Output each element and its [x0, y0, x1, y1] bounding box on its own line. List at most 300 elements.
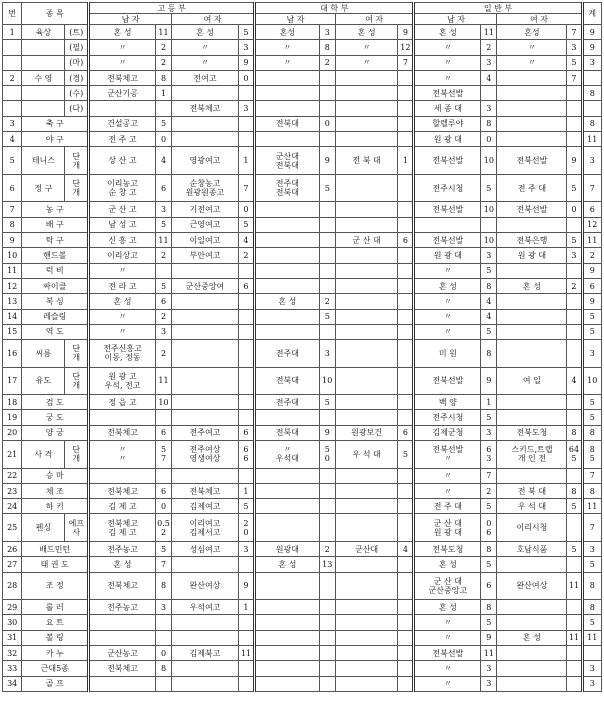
hs-male-count: 2 — [155, 309, 171, 324]
row-number: 27 — [3, 557, 22, 572]
row-number: 32 — [3, 646, 22, 661]
hs-female-count — [238, 468, 254, 483]
hs-male-team: 전북체고 — [89, 425, 156, 440]
table-row — [3, 101, 602, 116]
gen-female-team: 우 석 대 — [497, 499, 567, 514]
hs-female-count — [238, 86, 254, 101]
gen-male-count: 3 — [481, 101, 497, 116]
hs-female-count: 2 — [238, 248, 254, 263]
univ-male-team — [255, 410, 320, 425]
hs-female-count — [238, 410, 254, 425]
row-total: 5 — [582, 615, 601, 630]
row-total — [582, 646, 601, 661]
row-total: 9 — [582, 25, 601, 40]
univ-male-team — [255, 263, 320, 278]
hs-male-team: 군산농고 — [89, 646, 156, 661]
row-number: 23 — [3, 483, 22, 498]
univ-male-count: 5 — [319, 395, 335, 410]
hs-female-team — [172, 294, 239, 309]
table-row — [3, 499, 602, 514]
gen-male-team: 혼 성 — [414, 600, 481, 615]
univ-male-count — [319, 248, 335, 263]
univ-female-team — [335, 86, 397, 101]
univ-female-team: 혼 성 — [335, 25, 397, 40]
table-row — [3, 410, 602, 425]
row-number: 1 — [3, 25, 22, 40]
gen-male-team: 전주시청 — [414, 410, 481, 425]
row-total — [582, 70, 601, 85]
hs-female-count: 3 — [238, 542, 254, 557]
gen-male-team: 〃 — [414, 661, 481, 676]
gen-female-count — [567, 557, 582, 572]
event-name: 배드민턴 — [22, 542, 89, 557]
gen-male-count: 10 — [481, 202, 497, 217]
hs-male-team: 전북체고 — [89, 483, 156, 498]
table-row — [3, 367, 602, 395]
gen-male-count: 5 — [481, 410, 497, 425]
univ-female-team — [335, 309, 397, 324]
table-row — [3, 483, 602, 498]
hs-female-team — [172, 557, 239, 572]
row-total: 5 — [582, 324, 601, 339]
gen-female-count — [567, 101, 582, 116]
hs-male-count: 5 7 — [155, 441, 171, 469]
univ-female-team — [335, 557, 397, 572]
row-total: 11 — [582, 132, 601, 147]
univ-female-count — [398, 676, 414, 691]
univ-female-count — [398, 248, 414, 263]
univ-female-count: 12 — [398, 40, 414, 55]
row-total: 11 — [582, 499, 601, 514]
row-number: 30 — [3, 615, 22, 630]
univ-female-count — [398, 132, 414, 147]
univ-female-team — [335, 630, 397, 645]
univ-male-count — [319, 483, 335, 498]
hs-male-team: 전 라 고 — [89, 278, 156, 293]
event-subtype: 단 개 — [65, 174, 89, 202]
hs-female-team: 전주여상 영생여상 — [172, 441, 239, 469]
gen-female-team — [497, 217, 567, 232]
univ-female-team — [335, 217, 397, 232]
univ-male-count: 0 — [319, 116, 335, 131]
univ-male-count — [319, 233, 335, 248]
gen-female-team: 혼성 — [497, 25, 567, 40]
univ-male-team — [255, 661, 320, 676]
gen-male-count: 2 — [481, 483, 497, 498]
gen-male-count: 5 — [481, 615, 497, 630]
gen-female-count — [567, 309, 582, 324]
gen-male-team: 전북선발 — [414, 147, 481, 175]
table-row — [3, 615, 602, 630]
univ-female-count — [398, 294, 414, 309]
row-number: 28 — [3, 572, 22, 600]
gen-female-count — [567, 217, 582, 232]
gen-female-team — [497, 340, 567, 368]
row-total: 3 — [582, 661, 601, 676]
row-total: 8 5 — [582, 441, 601, 469]
univ-male-count — [319, 202, 335, 217]
hs-male-count: 2 — [155, 40, 171, 55]
gen-female-count: 5 — [567, 55, 582, 70]
row-total: 8 — [582, 483, 601, 498]
event-subtype: (수) — [65, 86, 89, 101]
univ-male-count: 13 — [319, 557, 335, 572]
row-number: 17 — [3, 367, 22, 395]
gen-female-count: 9 — [567, 147, 582, 175]
univ-female-count — [398, 174, 414, 202]
univ-male-team — [255, 217, 320, 232]
univ-male-count — [319, 499, 335, 514]
hs-male-team: 〃 — [89, 55, 156, 70]
gen-male-count: 3 — [481, 55, 497, 70]
gen-male-count: 5 — [481, 174, 497, 202]
univ-female-team — [335, 661, 397, 676]
hs-male-count: 5 — [155, 542, 171, 557]
gen-female-team — [497, 615, 567, 630]
table-row — [3, 294, 602, 309]
univ-male-team: 원광대 — [255, 542, 320, 557]
hs-female-team: 순창농고 원광원종고 — [172, 174, 239, 202]
univ-female-count — [398, 202, 414, 217]
event-name — [22, 101, 65, 116]
hs-male-team: 전 주 고 — [89, 132, 156, 147]
hs-male-team: 〃 — [89, 324, 156, 339]
gen-male-count: 8 — [481, 542, 497, 557]
hs-male-count: 5 — [155, 278, 171, 293]
hs-female-count: 0 — [238, 70, 254, 85]
univ-male-team — [255, 86, 320, 101]
gen-male-count: 10 — [481, 233, 497, 248]
hs-female-team — [172, 661, 239, 676]
table-row — [3, 468, 602, 483]
hs-male-team: 전북체고 — [89, 572, 156, 600]
event-subtype: (마) — [65, 55, 89, 70]
univ-male-team — [255, 202, 320, 217]
gen-male-count: 11 — [481, 646, 497, 661]
univ-female-team — [335, 600, 397, 615]
row-number: 26 — [3, 542, 22, 557]
event-name: 역 도 — [22, 324, 89, 339]
gen-female-count: 5 — [567, 542, 582, 557]
univ-female-count — [398, 468, 414, 483]
hs-male-team: 신 흥 고 — [89, 233, 156, 248]
table-row — [3, 147, 602, 175]
row-number — [3, 55, 22, 70]
gen-female-count: 8 — [567, 483, 582, 498]
header-hs-female: 여 자 — [172, 14, 255, 25]
row-number: 16 — [3, 340, 22, 368]
univ-female-count: 4 — [398, 542, 414, 557]
gen-male-count: 8 — [481, 278, 497, 293]
univ-male-count — [319, 278, 335, 293]
gen-male-team: 혼 성 — [414, 557, 481, 572]
table-row — [3, 441, 602, 469]
hs-male-team: 전북체고 김 제 고 — [89, 514, 156, 542]
row-number: 5 — [3, 147, 22, 175]
gen-female-team — [497, 101, 567, 116]
event-name: 육상 — [22, 25, 65, 40]
hs-female-count: 1 — [238, 147, 254, 175]
univ-female-team — [335, 367, 397, 395]
gen-female-count — [567, 514, 582, 542]
hs-female-count: 3 — [238, 40, 254, 55]
hs-female-count: 9 — [238, 572, 254, 600]
gen-male-team: 미 원 — [414, 340, 481, 368]
univ-male-count — [319, 101, 335, 116]
event-subtype: 단 개 — [65, 147, 89, 175]
hs-male-count: 3 — [155, 600, 171, 615]
hs-male-count — [155, 263, 171, 278]
gen-male-team: 〃 — [414, 40, 481, 55]
results-body — [3, 25, 602, 692]
hs-male-team — [89, 676, 156, 691]
header-g-female: 여 자 — [497, 14, 582, 25]
gen-male-team: 전북선발 — [414, 202, 481, 217]
hs-male-count: 6 — [155, 174, 171, 202]
event-name: 궁 도 — [22, 410, 89, 425]
gen-male-count: 9 — [481, 630, 497, 645]
univ-female-team — [335, 395, 397, 410]
gen-female-team — [497, 676, 567, 691]
univ-male-count: 9 — [319, 425, 335, 440]
gen-female-count: 11 — [567, 630, 582, 645]
univ-male-team: 혼 성 — [255, 294, 320, 309]
row-number: 33 — [3, 661, 22, 676]
event-name: 럭 비 — [22, 263, 89, 278]
univ-male-team — [255, 615, 320, 630]
row-number — [3, 86, 22, 101]
row-total: 7 — [582, 514, 601, 542]
hs-male-count: 3 — [155, 324, 171, 339]
gen-male-team: 전북선발 — [414, 367, 481, 395]
gen-female-count: 5 — [567, 499, 582, 514]
univ-male-team: 혼성 — [255, 25, 320, 40]
gen-male-count: 6 3 — [481, 441, 497, 469]
gen-male-count — [481, 86, 497, 101]
row-total: 11 — [582, 630, 601, 645]
gen-female-count: 5 — [567, 174, 582, 202]
hs-female-team — [172, 324, 239, 339]
hs-female-team — [172, 468, 239, 483]
hs-male-count: 8 — [155, 572, 171, 600]
univ-female-team — [335, 174, 397, 202]
gen-male-team: 원 광 대 — [414, 248, 481, 263]
event-subtype: 단 개 — [65, 441, 89, 469]
row-number: 6 — [3, 174, 22, 202]
hs-female-team — [172, 86, 239, 101]
univ-female-team — [335, 572, 397, 600]
univ-male-count — [319, 514, 335, 542]
univ-female-team — [335, 615, 397, 630]
hs-male-count: 2 — [155, 55, 171, 70]
univ-male-team — [255, 70, 320, 85]
hs-male-team: 전주농고 — [89, 542, 156, 557]
hs-female-team: 성심여고 — [172, 542, 239, 557]
univ-female-team — [335, 202, 397, 217]
univ-female-count: 6 — [398, 425, 414, 440]
row-number — [3, 101, 22, 116]
gen-female-team: 〃 — [497, 55, 567, 70]
event-name: 수 영 — [22, 70, 65, 85]
gen-male-team: 〃 — [414, 324, 481, 339]
gen-female-count: 0 — [567, 202, 582, 217]
event-name: 핸드볼 — [22, 248, 89, 263]
hs-male-count: 2 — [155, 340, 171, 368]
gen-male-count: 0 — [481, 132, 497, 147]
row-total: 3 — [582, 147, 601, 175]
hs-male-count: 11 — [155, 367, 171, 395]
univ-male-team — [255, 483, 320, 498]
univ-male-count — [319, 217, 335, 232]
table-row — [3, 646, 602, 661]
header-u-female: 여 자 — [335, 14, 414, 25]
gen-female-team — [497, 294, 567, 309]
event-subtype: (다) — [65, 101, 89, 116]
gen-male-count: 8 — [481, 340, 497, 368]
event-name: 유도 — [22, 367, 65, 395]
univ-male-team: 전북대 — [255, 116, 320, 131]
hs-female-team — [172, 367, 239, 395]
hs-male-team: 이리농고 순 창 고 — [89, 174, 156, 202]
univ-female-team — [335, 410, 397, 425]
hs-female-count — [238, 309, 254, 324]
univ-male-count — [319, 630, 335, 645]
univ-female-count — [398, 483, 414, 498]
table-row — [3, 132, 602, 147]
univ-female-team: 전 북 대 — [335, 147, 397, 175]
gen-male-count: 3 — [481, 676, 497, 691]
row-total: 6 — [582, 278, 601, 293]
univ-male-count — [319, 324, 335, 339]
gen-male-team: 전북도청 — [414, 542, 481, 557]
gen-male-team: 〃 — [414, 676, 481, 691]
gen-male-count: 3 — [481, 661, 497, 676]
univ-male-count: 2 — [319, 542, 335, 557]
gen-female-count: 7 — [567, 25, 582, 40]
univ-male-team — [255, 324, 320, 339]
gen-female-team — [497, 646, 567, 661]
univ-male-count — [319, 70, 335, 85]
univ-male-count: 5 — [319, 309, 335, 324]
univ-male-count: 10 — [319, 367, 335, 395]
hs-female-count: 5 — [238, 499, 254, 514]
gen-male-team: 〃 — [414, 263, 481, 278]
univ-female-team — [335, 248, 397, 263]
gen-male-count: 11 — [481, 25, 497, 40]
header-total: 계 — [582, 3, 601, 25]
univ-female-team: 원광보건 — [335, 425, 397, 440]
gen-male-team: 원 광 대 — [414, 132, 481, 147]
gen-female-count: 11 — [567, 572, 582, 600]
univ-female-count — [398, 630, 414, 645]
hs-female-count: 6 6 — [238, 441, 254, 469]
row-total: 5 — [582, 557, 601, 572]
univ-male-team — [255, 309, 320, 324]
table-row — [3, 557, 602, 572]
univ-male-team — [255, 676, 320, 691]
hs-female-team: 이일여고 — [172, 233, 239, 248]
gen-male-team: 〃 — [414, 615, 481, 630]
univ-male-team: 〃 우석대 — [255, 441, 320, 469]
table-row — [3, 202, 602, 217]
table-row — [3, 309, 602, 324]
event-name: 조 정 — [22, 572, 89, 600]
table-row — [3, 55, 602, 70]
univ-female-count — [398, 86, 414, 101]
hs-male-team: 전주농고 — [89, 600, 156, 615]
univ-male-team: 전북대 — [255, 425, 320, 440]
univ-female-team — [335, 116, 397, 131]
event-subtype: 단 개 — [65, 340, 89, 368]
univ-female-count — [398, 70, 414, 85]
hs-female-count: 4 — [238, 233, 254, 248]
table-row — [3, 248, 602, 263]
table-row — [3, 278, 602, 293]
gen-male-count: 10 — [481, 147, 497, 175]
table-row — [3, 542, 602, 557]
hs-female-team: 이리여고 김제서고 — [172, 514, 239, 542]
gen-male-team: 전북선발 — [414, 86, 481, 101]
gen-male-count: 3 — [481, 248, 497, 263]
hs-male-count — [155, 101, 171, 116]
header-highschool: 고 등 부 — [89, 3, 255, 14]
hs-female-count — [238, 263, 254, 278]
event-name: 씨름 — [22, 340, 65, 368]
hs-male-count: 6 — [155, 483, 171, 498]
row-number: 20 — [3, 425, 22, 440]
univ-female-count — [398, 410, 414, 425]
univ-female-count — [398, 278, 414, 293]
event-subtype: 단 개 — [65, 367, 89, 395]
gen-female-count — [567, 340, 582, 368]
row-number: 15 — [3, 324, 22, 339]
univ-female-count — [398, 395, 414, 410]
gen-female-count: 3 — [567, 40, 582, 55]
univ-male-count: 2 — [319, 294, 335, 309]
row-number: 29 — [3, 600, 22, 615]
hs-female-count: 11 — [238, 646, 254, 661]
univ-female-team: 〃 — [335, 40, 397, 55]
hs-female-count — [238, 324, 254, 339]
row-number: 19 — [3, 410, 22, 425]
univ-male-count — [319, 600, 335, 615]
event-name: 배 구 — [22, 217, 89, 232]
event-name — [22, 55, 65, 70]
hs-male-team: 〃 — [89, 263, 156, 278]
event-name: 야 구 — [22, 132, 89, 147]
event-name: 레슬링 — [22, 309, 89, 324]
hs-female-team — [172, 263, 239, 278]
gen-female-count — [567, 86, 582, 101]
table-row — [3, 217, 602, 232]
gen-female-team: 전 주 대 — [497, 174, 567, 202]
univ-male-team: 전북대 — [255, 367, 320, 395]
hs-male-count — [155, 676, 171, 691]
hs-male-count: 0 — [155, 646, 171, 661]
gen-female-count — [567, 676, 582, 691]
row-total: 5 — [582, 395, 601, 410]
row-total: 5 — [582, 410, 601, 425]
event-name: 태 권 도 — [22, 557, 89, 572]
gen-female-team: 혼 성 — [497, 630, 567, 645]
hs-male-count: 7 — [155, 557, 171, 572]
event-name: 골 프 — [22, 676, 89, 691]
gen-female-count — [567, 646, 582, 661]
univ-male-team — [255, 233, 320, 248]
hs-male-count: 4 — [155, 147, 171, 175]
row-number: 3 — [3, 116, 22, 131]
event-name: 하 키 — [22, 499, 89, 514]
